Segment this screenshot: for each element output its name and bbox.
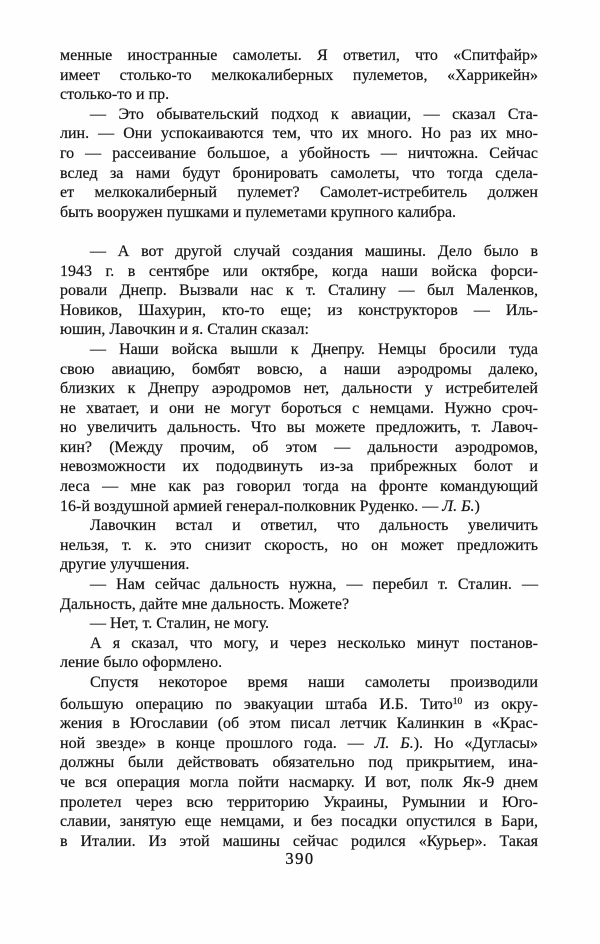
page-text	[60, 46, 538, 851]
text-run: ление было оформлено.	[60, 654, 223, 672]
text-run: нельзя, т. к. это снизит скорость, но он может предложить	[60, 536, 538, 554]
text-run: Л. Б.	[374, 734, 414, 752]
text-run: — Нет, т. Сталин, не могу.	[90, 615, 269, 633]
text-run: ). Но «Дугласы»	[413, 734, 539, 752]
text-run: вслед за нами будут бронировать самолеты, что тогда сдела-	[60, 164, 538, 182]
text-run: — Это обывательский подход к авиации, — сказал Ста-	[90, 105, 538, 123]
text-run: — Нам сейчас дальность нужна, — перебил т. Сталин. —	[90, 576, 538, 594]
paragraph	[60, 242, 538, 340]
text-line	[60, 301, 538, 321]
text-run: Лавочкин встал и ответил, что дальность увеличить	[90, 517, 538, 535]
text-line	[60, 281, 538, 301]
text-line	[60, 85, 538, 105]
text-run: )	[474, 497, 480, 515]
text-line	[60, 457, 538, 477]
text-run: свою авиацию, бомбят вовсю, а наши аэродромы далеко,	[60, 360, 538, 378]
text-run: — Наши войска вышли к Днепру. Немцы бросили туда	[90, 340, 538, 358]
text-run: жения в Югославии (об этом писал летчик Калинкин в «Крас-	[60, 715, 538, 733]
text-run: славии, занятую еще немцами, и без посадки опустился в Бари,	[60, 813, 538, 831]
paragraph	[60, 46, 538, 105]
text-line	[60, 46, 538, 66]
text-line	[60, 242, 538, 262]
text-run: ной звезде» в конце прошлого года. —	[60, 734, 375, 752]
text-line	[60, 753, 538, 773]
text-line	[60, 714, 538, 734]
text-run: ровали Днепр. Вызвали нас к т. Сталину — был Маленков,	[60, 282, 538, 300]
text-line	[60, 320, 538, 340]
text-run: столько-то и пр.	[60, 86, 170, 104]
text-line	[60, 360, 538, 380]
text-run: лин. — Они успокаиваются тем, что их много. Но раз их мно-	[60, 125, 538, 143]
text-line	[60, 418, 538, 438]
paragraph	[60, 614, 538, 634]
text-line	[60, 555, 538, 575]
text-line	[60, 634, 538, 654]
text-line	[60, 340, 538, 360]
paragraph	[60, 105, 538, 223]
paragraph	[60, 516, 538, 575]
text-run: Дальность, дайте мне дальность. Можете?	[60, 595, 350, 613]
text-line	[60, 653, 538, 673]
text-run: из окру-	[462, 695, 538, 713]
text-run: быть вооружен пушками и пулеметами крупного калибра.	[60, 203, 457, 221]
text-run: — А вот другой случай создания машины. Дело было в	[90, 242, 538, 260]
paragraph	[60, 634, 538, 673]
text-line	[60, 693, 538, 715]
text-line	[60, 516, 538, 536]
text-line	[60, 262, 538, 282]
text-line	[60, 399, 538, 419]
page-number: 390	[285, 849, 315, 868]
text-line	[60, 595, 538, 615]
text-line	[60, 812, 538, 832]
text-run: пролетел через всю территорию Украины, Румынии и Юго-	[60, 793, 538, 811]
text-run: че вся операция могла пойти насмарку. И вот, полк Як-9 днем	[60, 773, 538, 791]
text-run: большую операцию по эвакуации штаба И.Б. Тито	[60, 695, 453, 713]
text-run: Л. Б.	[442, 497, 475, 515]
text-run: леса — мне как раз говорил тогда на фронте командующий	[60, 478, 538, 496]
text-run: но увеличить дальность. Что вы можете предложить, т. Лавоч-	[60, 419, 538, 437]
text-run: имеет столько-то мелкокалиберных пулеметов, «Харрикейн»	[60, 66, 538, 84]
text-run: кин? (Между прочим, об этом — дальности аэродромов,	[60, 438, 538, 456]
text-run: юшин, Лавочкин и я. Сталин сказал:	[60, 321, 309, 339]
text-line	[60, 105, 538, 125]
text-line	[60, 124, 538, 144]
text-line	[60, 497, 538, 517]
text-run: А я сказал, что могу, и через несколько минут постанов-	[90, 634, 538, 652]
text-run: менные иностранные самолеты. Я ответил, что «Спитфайр»	[60, 47, 538, 64]
text-run: го — рассеивание большое, а убойность — ничтожна. Сейчас	[60, 144, 538, 162]
text-run: ет мелкокалиберный пулемет? Самолет-истребитель должен	[60, 184, 538, 202]
text-line	[60, 477, 538, 497]
text-line	[60, 673, 538, 693]
text-run: 1943 г. в сентябре или октябре, когда наши войска форси-	[60, 262, 538, 280]
text-run: другие улучшения.	[60, 556, 190, 574]
text-line	[60, 183, 538, 203]
text-run: невозможности их пододвинуть из-за прибрежных болот и	[60, 458, 538, 476]
text-line	[60, 575, 538, 595]
text-run: 16-й воздушной армией генерал-полковник Руденко. —	[60, 497, 443, 515]
text-run: Новиков, Шахурин, кто-то еще; из конструкторов — Иль-	[60, 301, 538, 319]
paragraph	[60, 340, 538, 516]
text-line	[60, 773, 538, 793]
text-line	[60, 438, 538, 458]
text-run: Спустя некоторое время наши самолеты производили	[90, 674, 538, 691]
text-run: должны были действовать обязательно под прикрытием, ина-	[60, 754, 538, 772]
text-line	[60, 144, 538, 164]
text-line	[60, 379, 538, 399]
text-run: не хватает, и они не могут бороться с немцами. Нужно сроч-	[60, 399, 538, 417]
text-line	[60, 164, 538, 184]
text-line	[60, 614, 538, 634]
text-line	[60, 536, 538, 556]
text-line	[60, 66, 538, 86]
footnote-marker: 10	[452, 696, 463, 707]
text-line	[60, 203, 538, 223]
text-line	[60, 793, 538, 813]
text-run: близких к Днепру аэродромов нет, дальности у истребителей	[60, 380, 538, 398]
text-line	[60, 734, 538, 754]
paragraph	[60, 575, 538, 614]
text-run: в Италии. Из этой машины сейчас родился «Курьер». Такая	[60, 832, 538, 850]
paragraph	[60, 673, 538, 851]
